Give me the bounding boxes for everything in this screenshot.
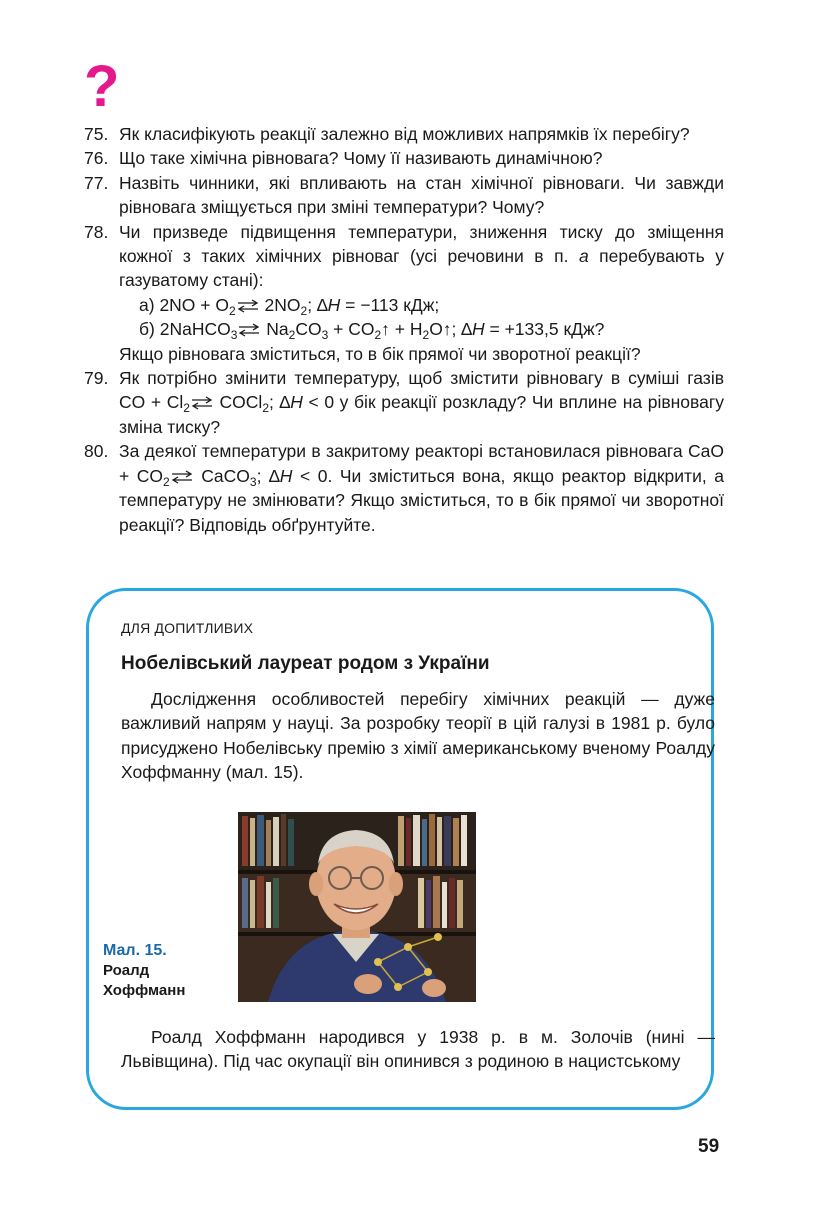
hoffmann-photo: [238, 812, 476, 1002]
question-77: [84, 171, 724, 220]
box-paragraph: Роалд Хоффманн народився у 1938 р. в м. Золочів (нині — Львівщина). Під час окупації він опинився з родиною в нацистському: [121, 1027, 715, 1072]
caption-name-line1: Роалд: [103, 962, 150, 979]
equation-a: а) $2NO + O_2$ $2NO_2$; ∆H = −113 кДж;: [139, 294, 440, 318]
box-tag: ДЛЯ ДОПИТЛИВИХ: [121, 620, 254, 636]
question-text: Як потрібно змінити температуру, щоб змістити рівновагу в суміші газів CO + $Cl_2$ COCl$_2$; ∆H < 0 у бік реакції розкладу? Чи вплине на рівновагу зміна тиску?: [119, 368, 725, 437]
question-80: [84, 439, 724, 537]
box-paragraph: Дослідження особливостей перебігу хімічних реакцій — дуже важливий напрям у науці. За розробку теорії в цій галузі в 1981 р. було присуджено Нобелівську премію з хімії американському вченому Роалду Хоффманну (мал. 15).: [121, 689, 715, 783]
question-75: [84, 122, 724, 146]
question-78: [84, 220, 724, 366]
question-number: 77.: [84, 172, 109, 193]
question-text: Назвіть чинники, які впливають на стан хімічної рівноваги. Чи завжди рівновага зміщується при зміні температури? Чому?: [119, 172, 724, 218]
question-79: [84, 366, 724, 439]
question-number: 76.: [84, 148, 109, 169]
question-76: [84, 146, 724, 170]
question-number: 75.: [84, 124, 109, 144]
caption-label: Мал. 15.: [103, 942, 167, 959]
question-icon: ?: [84, 54, 120, 119]
equilibrium-arrows-icon: [190, 396, 214, 410]
curious-info-box: [86, 588, 714, 1110]
equilibrium-arrows-icon: [237, 323, 261, 337]
question-text: Як класифікують реакції залежно від можливих напрямків їх перебігу?: [119, 124, 690, 144]
question-text: За деякої температури в закритому реакторі встановилася рівновага CaO + $CO_2$ CaCO$_3$; ∆H < 0. Чи зміститься вона, якщо реактор відкрити, а температуру не змінювати? Якщо зміститься, то в бік прямої чи зворотної реакції? Відповідь обґрунтуйте.: [119, 441, 725, 535]
question-text: Чи призведе підвищення температури, зниження тиску до зміщення кожної з таких хімічних рівноваг (усі речовини в п. а перебувають у газуватому стані): а) $2NO + O_2$ $2NO_2$; ∆H = −113 кДж; б) 2NaHCO$_3$ $Na_2CO_3$ + $CO_2↑$ + $H_2O↑$; ∆H = +133,5 кДж? Якщо рівновага зміститься, то в бік прямої чи зворотної реакції?: [119, 221, 724, 364]
equilibrium-arrows-icon: [236, 299, 260, 313]
figure-caption: [103, 941, 185, 1001]
questions-list: [84, 122, 724, 537]
question-text: Що таке хімічна рівновага? Чому її називають динамічною?: [119, 148, 603, 169]
question-number: 80.: [84, 441, 109, 462]
question-number: 78.: [84, 221, 109, 242]
equilibrium-arrows-icon: [170, 470, 194, 484]
page-number: 59: [698, 1136, 720, 1157]
box-title: Нобелівський лауреат родом з України: [121, 653, 490, 674]
equation-b: б) 2NaHCO$_3$ $Na_2CO_3$ + $CO_2↑$ + $H_2O↑$; ∆H = +133,5 кДж?: [139, 319, 605, 343]
question-number: 79.: [84, 368, 109, 389]
caption-name-line2: Хоффманн: [103, 982, 186, 999]
